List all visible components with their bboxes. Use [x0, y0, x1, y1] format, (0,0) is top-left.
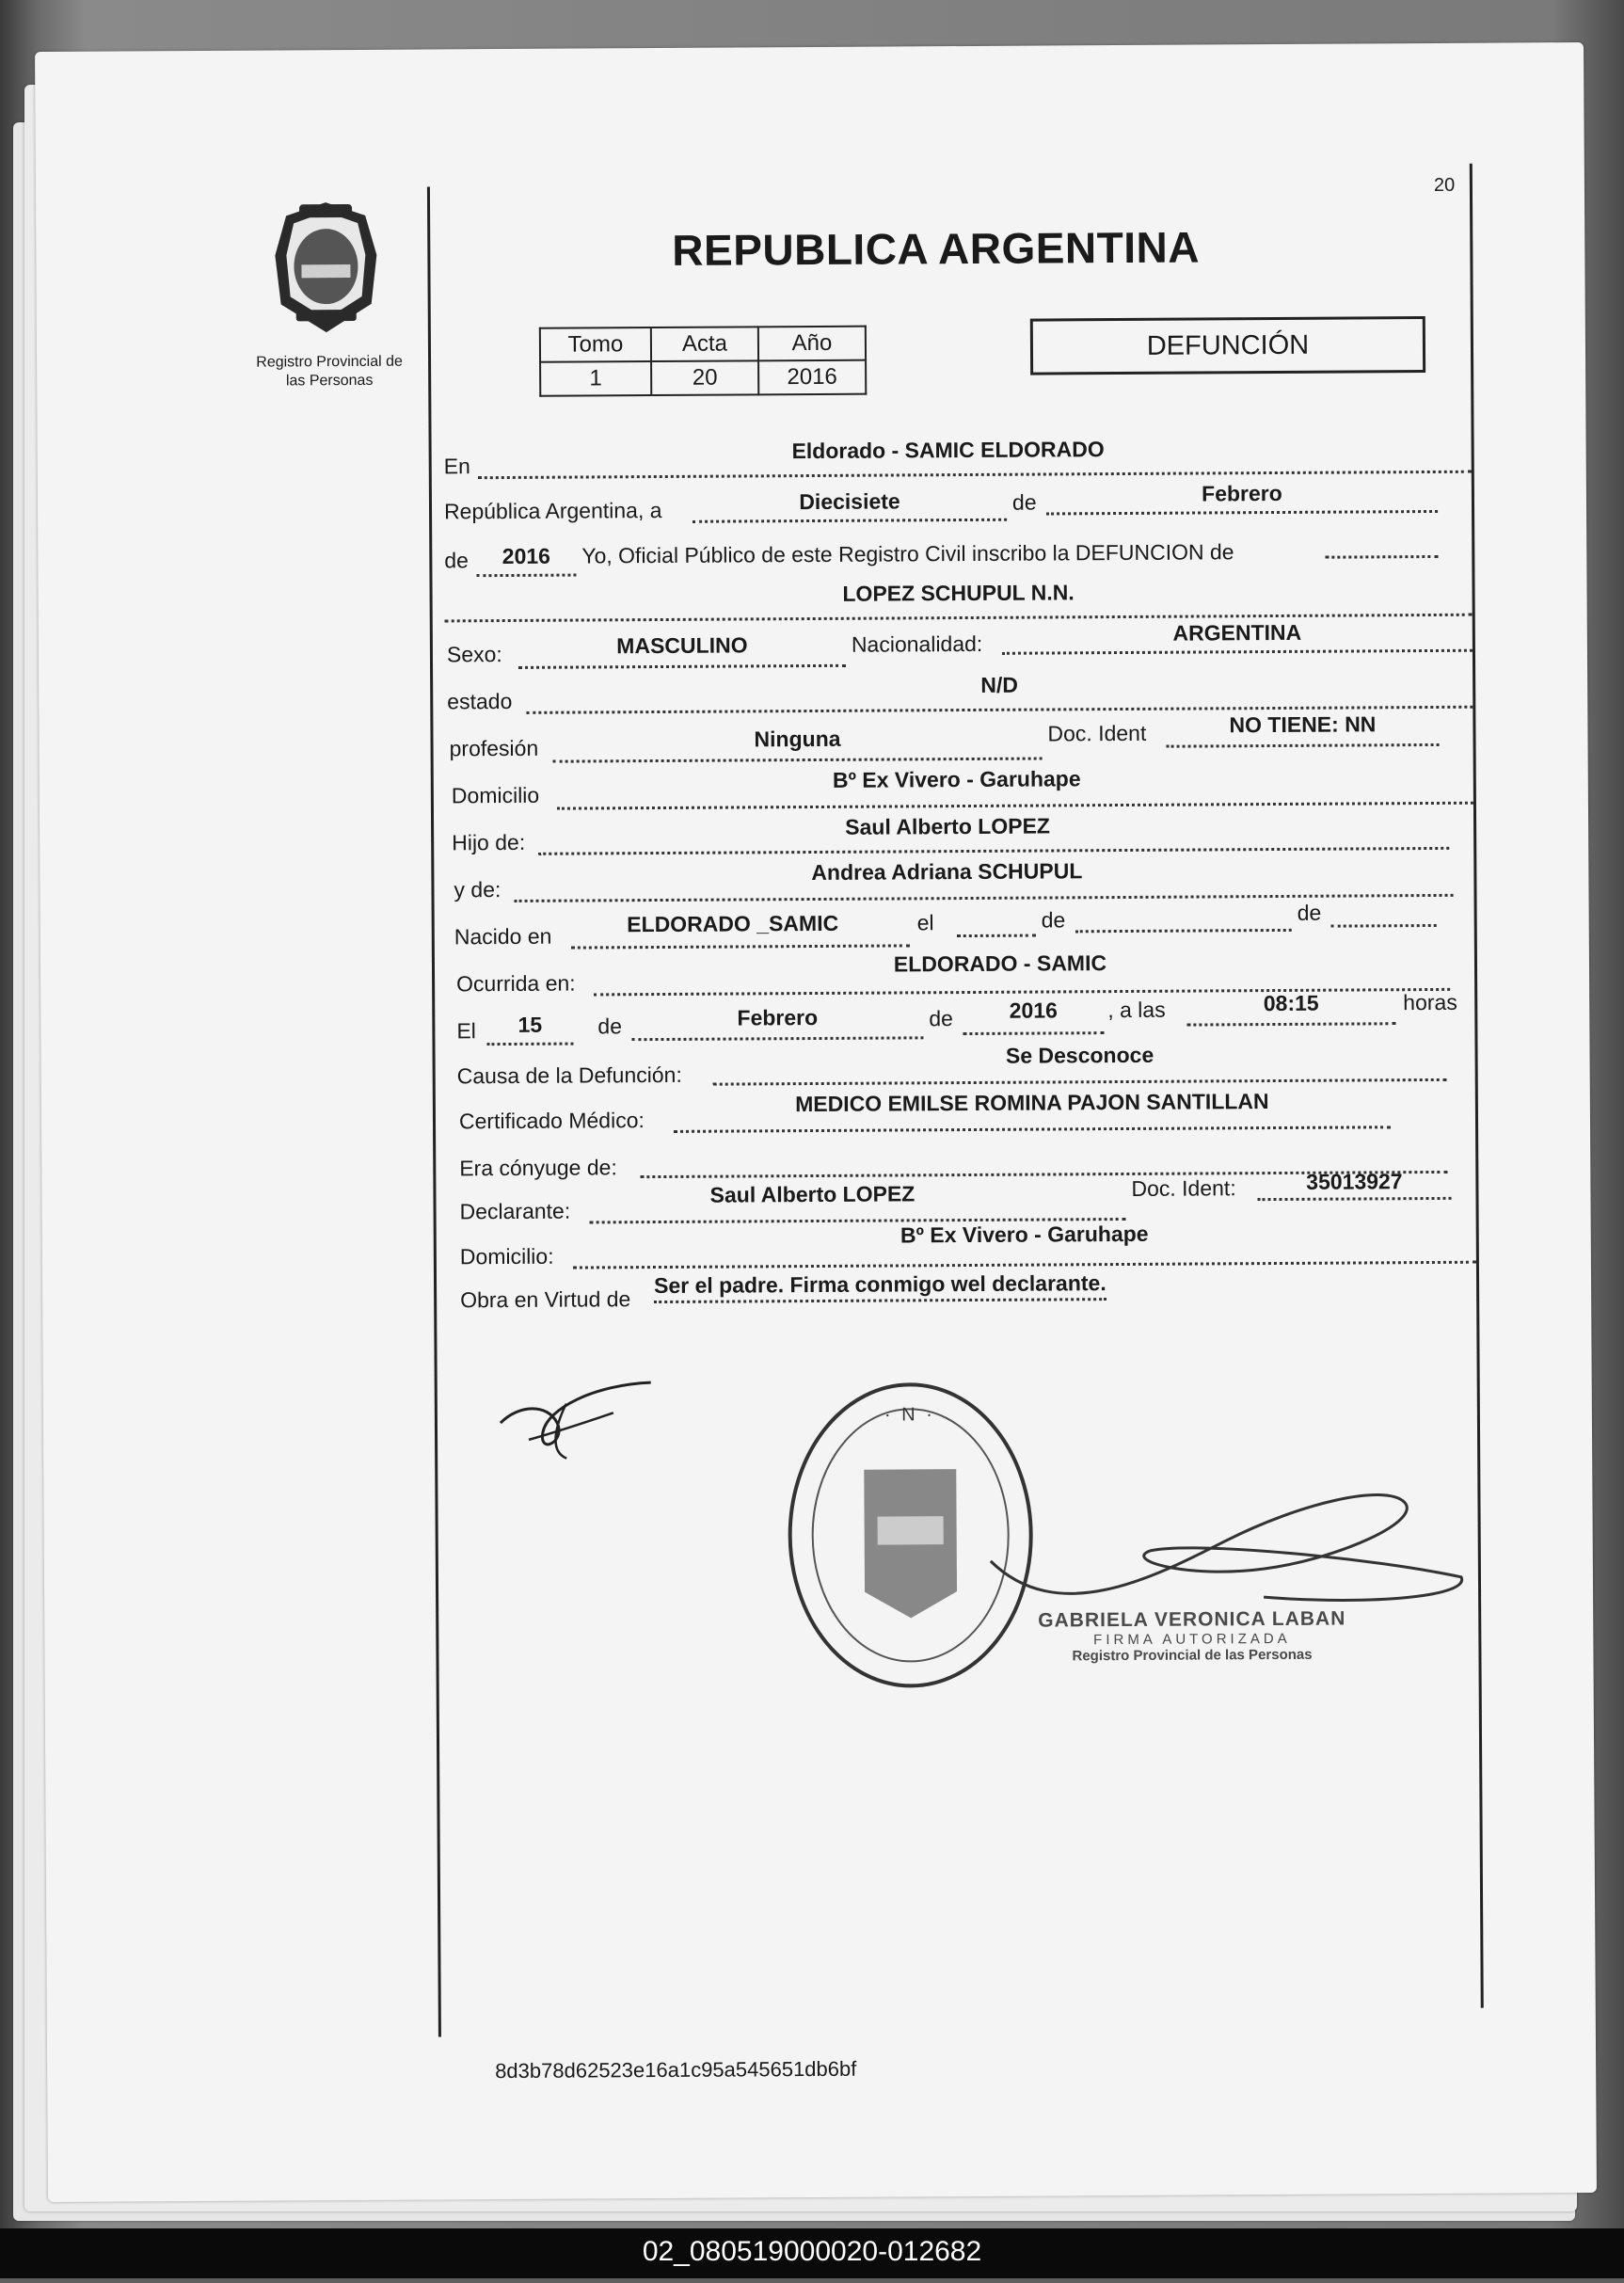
left-margin-rule — [427, 186, 441, 2036]
label-de-mes: de — [597, 1014, 623, 1039]
misiones-province-emblem-icon — [267, 199, 385, 337]
issuer-caption-line1: Registro Provincial de — [256, 353, 403, 371]
value-lugar: Eldorado - SAMIC ELDORADO — [791, 437, 1105, 464]
label-el: el — [916, 910, 934, 935]
signer-role: FIRMA AUTORIZADA — [1093, 1630, 1291, 1649]
value-padre: Saul Alberto LOPEZ — [845, 813, 1050, 839]
value-estado: N/D — [980, 672, 1019, 697]
value-domicilio: Bº Ex Vivero - Garuhape — [832, 766, 1081, 792]
label-estado: estado — [447, 688, 513, 714]
field-line — [693, 519, 1007, 523]
value-domicilio-declarante: Bº Ex Vivero - Garuhape — [900, 1221, 1149, 1248]
label-de-anio2: de — [929, 1006, 954, 1031]
field-line — [1167, 743, 1440, 748]
value-nacionalidad: ARGENTINA — [1172, 619, 1302, 646]
label-nacionalidad: Nacionalidad: — [851, 631, 983, 657]
registry-table — [539, 326, 867, 397]
label-sexo: Sexo: — [446, 642, 502, 667]
svg-text:· N ·: · N · — [884, 1404, 935, 1426]
field-line — [1075, 929, 1292, 933]
value-mes-inscripcion: Febrero — [1202, 480, 1282, 506]
value-anio-defuncion: 2016 — [1009, 998, 1058, 1023]
field-line — [518, 664, 846, 669]
issuer-caption-line2: las Personas — [285, 372, 374, 390]
label-y-de: y de: — [454, 877, 502, 902]
value-doc-declarante: 35013927 — [1306, 1169, 1403, 1194]
field-line — [573, 1261, 1476, 1269]
value-profesion: Ninguna — [754, 726, 841, 752]
registry-table-header-row — [540, 327, 866, 362]
label-declarante: Declarante: — [459, 1198, 571, 1224]
label-a-las: , a las — [1107, 997, 1166, 1023]
label-de: de — [1011, 489, 1037, 515]
field-line — [571, 944, 910, 949]
authorized-signer-block — [1038, 1608, 1345, 1665]
label-doc-ident: Doc. Ident — [1047, 720, 1147, 746]
record-type-box: DEFUNCIÓN — [1030, 316, 1425, 375]
value-madre: Andrea Adriana SCHUPUL — [811, 858, 1083, 886]
registry-value-anio: 2016 — [758, 360, 866, 395]
label-de-nac1: de — [1041, 907, 1066, 933]
field-line — [557, 802, 1473, 810]
label-conyuge: Era cónyuge de: — [459, 1155, 617, 1181]
label-ocurrida-en: Ocurrida en: — [456, 970, 576, 997]
field-line — [553, 758, 1043, 763]
label-doc-ident2: Doc. Ident: — [1131, 1175, 1236, 1201]
registry-value-acta: 20 — [651, 360, 758, 395]
field-line — [1186, 1022, 1395, 1026]
death-certificate-page — [35, 42, 1597, 2202]
right-margin-rule — [1470, 164, 1484, 2008]
field-line — [1002, 649, 1473, 655]
value-obra: Ser el padre. Firma conmigo wel declarante. — [654, 1270, 1107, 1303]
value-nacido-en: ELDORADO _SAMIC — [627, 910, 839, 937]
registry-header-tomo: Tomo — [540, 327, 651, 362]
value-nombre: LOPEZ SCHUPUL N.N. — [842, 580, 1075, 606]
document-hash: 8d3b78d62523e16a1c95a545651db6bf — [495, 2056, 857, 2083]
registry-header-acta: Acta — [651, 327, 758, 361]
label-de-anio: de — [444, 548, 470, 573]
value-ocurrida-en: ELDORADO - SAMIC — [893, 950, 1107, 977]
label-profesion: profesión — [449, 735, 539, 761]
registry-table-value-row — [540, 360, 866, 396]
label-en: En — [443, 454, 470, 479]
value-certificado: MEDICO EMILSE ROMINA PAJON SANTILLAN — [795, 1089, 1269, 1117]
file-id: 02_080519000020-012682 — [642, 2236, 982, 2267]
value-mes-defuncion: Febrero — [737, 1004, 819, 1030]
field-line — [713, 1078, 1447, 1086]
field-line — [1325, 555, 1438, 559]
label-horas: horas — [1403, 989, 1457, 1015]
label-certificado: Certificado Médico: — [458, 1108, 645, 1134]
field-line — [1331, 924, 1437, 928]
field-line — [1258, 1197, 1452, 1201]
field-line — [674, 1126, 1391, 1133]
signature-handwritten — [491, 1365, 661, 1470]
page-number: 20 — [1433, 174, 1456, 196]
value-declarante: Saul Alberto LOPEZ — [709, 1181, 915, 1207]
label-yo-text: Yo, Oficial Público de este Registro Civil inscribo la DEFUNCION de — [581, 539, 1234, 568]
issuer-caption — [235, 353, 423, 391]
label-domicilio2: Domicilio: — [459, 1243, 554, 1269]
label-causa: Causa de la Defunción: — [456, 1062, 682, 1089]
field-line — [963, 1031, 1104, 1035]
field-line — [631, 1036, 923, 1041]
label-obra: Obra en Virtud de — [460, 1286, 631, 1313]
value-doc-ident: NO TIENE: NN — [1229, 711, 1377, 738]
field-line — [957, 934, 1036, 938]
registry-header-anio: Año — [758, 327, 866, 361]
field-line — [476, 574, 576, 578]
field-line — [486, 1043, 573, 1046]
label-republica: República Argentina, a — [443, 497, 662, 524]
label-el-fecha: El — [456, 1018, 476, 1044]
value-anio-inscripcion: 2016 — [502, 543, 550, 569]
value-causa: Se Desconoce — [1005, 1042, 1154, 1068]
page-title: REPUBLICA ARGENTINA — [672, 222, 1201, 275]
label-de-nac2: de — [1297, 900, 1322, 925]
label-nacido-en: Nacido en — [454, 923, 552, 950]
signer-org: Registro Provincial de las Personas — [1072, 1646, 1313, 1665]
field-line — [1046, 510, 1438, 516]
value-dia-texto: Diecisiete — [799, 488, 900, 515]
field-line — [538, 847, 1449, 855]
value-sexo: MASCULINO — [616, 632, 748, 659]
value-hora: 08:15 — [1263, 990, 1319, 1016]
value-dia-defuncion: 15 — [517, 1012, 543, 1037]
field-line — [478, 471, 1472, 479]
label-domicilio: Domicilio — [451, 782, 540, 808]
registry-value-tomo: 1 — [540, 361, 651, 396]
signer-name: GABRIELA VERONICA LABAN — [1038, 1607, 1346, 1632]
label-hijo-de: Hijo de: — [452, 829, 526, 855]
